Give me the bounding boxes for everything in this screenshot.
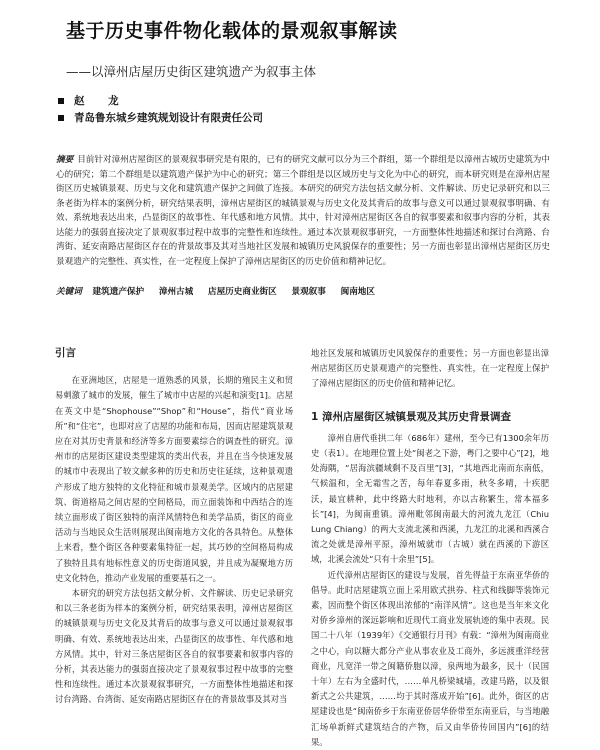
paragraph: 在亚洲地区，店屋是一道熟悉的风景，长期的殖民主义和贸易刺激了城市的发展，催生了城市中店屋的兴起和演变[1]。店屋在英文中是“Shophouse”“Shop”和“House”，指代“商业场所”和“住宅”，也即对应了店屋的功能和布局，因而店屋建筑景观应在对其历史背景和经济等多方面要素综合的调查性的研究。漳州市的店屋街区建设类型建筑的类出代表，并且在当今快速发展的城市中表现出了较文献多种的历史和历史往延续，这种景观遗产形成了地方独特的文化特征和城市景观美学。区域内的店屋建筑、街道格局之间店屋的空间格局，而立面装饰和中西结合的连续立面形成了街区独特的南洋风情特色和美学品质，街区的商业活动与当地民众生活则展现出闽南地方文化的各具特色。从整体上来看，整个街区各种要素集特征一起，其巧妙的空间格局构成了独特且具有地标性意义的历史街道风貌，并且成为凝聚地方历史文化特色，推动产业发展的重要基石之一。	[55, 375, 293, 583]
affiliation: 青岛鲁东城乡建筑规划设计有限责任公司	[74, 112, 263, 124]
author-line	[58, 93, 129, 108]
page-title: 基于历史事件物化载体的景观叙事解读	[66, 20, 398, 42]
keywords-label: 关键词	[56, 287, 82, 297]
keyword: 建筑遗产保护	[92, 287, 145, 297]
affiliation-line	[58, 110, 263, 125]
bullet-icon	[58, 98, 64, 104]
right-column	[311, 346, 549, 750]
abstract-text: 目前针对漳州店屋街区的景观叙事研究是有限的，已有的研究文献可以分为三个群组，第一个群组是以漳州古城历史建筑为中心的研究；第二个群组是以建筑遗产保护为中心的研究；第三个群组是以区域历史与文化为中心的研究，而本研究则是在漳州店屋街区历史城镇景观、历史与文化和建筑遗产保护之间做了连接。本研究的研究方法包括文献分析、文件解读、历史记录研究和以三条老街为样本的案例分析，研究结果表明，漳州店屋街区的城镇景观与历史文化及其背后的故事与意义可以通过景观叙事明确、有效、系统地表达出来，凸显街区的故事性、年代感和地方风情。其中，针对漳州店屋街区各自的叙事要素和叙事内容的分析，其表达能力的强弱直接决定了景观叙事过程中故事的完整性和连续性。通过本次景观叙事研究，一方面整体性地描述和探讨台湾路、台湾街、延安南路店屋街区存在的背景故事及其对当地社区发展和城镇历史风貌保存的重要性；另一方面也彰显出漳州店屋街区历史景观遗产的完整性、真实性，在一定程度上保护了漳州店屋街区的历史价值和精神记忆。	[56, 155, 550, 267]
abstract-label: 摘要	[56, 155, 74, 165]
keyword: 闽南地区	[340, 287, 375, 297]
section-heading-intro: 引言	[55, 347, 76, 359]
paragraph: 本研究的研究方法包括文献分析、文件解读、历史记录研究和以三条老街为样本的案例分析，研究结果表明，漳州店屋街区的城镇景观与历史文化及其背后的故事与意义可以通过景观叙事明确、有效、系统地表达出来，凸显街区的故事性、年代感和地方风情。其中，针对三条店屋街区各自的叙事要素和叙事内容的分析，其表达能力的强弱直接决定了景观叙事过程中故事的完整性和连续性。通过本次景观叙事研究，一方面整体性地描述和探讨台湾路、台湾街、延安南路店屋街区存在的背景故事及其对当	[55, 588, 293, 705]
left-column	[55, 346, 293, 708]
keyword: 景观叙事	[291, 287, 326, 297]
abstract	[56, 153, 550, 269]
keyword: 店屋历史商业街区	[207, 287, 277, 297]
paragraph: 近代漳州店屋街区的建设与发展，首先得益于东南亚华侨的倡导。此时店屋建筑立面上采用欧式拱券、柱式和线脚等装饰元素，因而整个街区体现出浓郁的“南洋风情”。这也是当年来文化对侨乡漳州的深远影响和近现代工商业发展轨迹的集中表现。民国二十八年（1939年）《交通银行月刊》有载：“漳州为闽南商业之中心，向以糖大都分产业从事农业及工商外，多远渡重洋经营商业，凡宽洋一带之闽籍侨胞以漳，泉两地为最多，民十（民国十年）左右为全盛时代，……单凡桥梁城墙，改建马路，以及银新式之公共建筑，……均于其时落成开始”[6]。此外，街区的店屋建设也是“闽南侨乡于东南亚侨居华侨带至东南亚后，与当地融汇场单新鲜式建筑结合的产物，后又由华侨传回国内”[6]的结果。	[311, 569, 549, 747]
keywords	[56, 285, 550, 297]
subtitle: ——以漳州店屋历史街区建筑遗产为叙事主体	[66, 64, 317, 79]
author-name: 赵 龙	[74, 95, 129, 107]
paragraph: 漳州自唐代垂拱二年（686年）建州，至今已有1300余年历史（表1）。在地理位置上处“闽老之下游，粤门之要中心”[2]，地处海隅，“居海滨疆域剩不及百里”[3]，“其地西北南而东南低，气候温和，全无霜雪之苦，每年春夏多雨，秋冬多晴，十疾肥沃，最宜耕种，此中终路大时地利，亦以古称繁生，常本福多长”[4]，为闽南重镇。漳州毗邻闽南最大的河流九龙江（Chiu Lung Chiang）的两大支流北溪和西溪，九龙江的北溪和西溪合流之处就是漳州平原，漳州城就市（古城）就在西溪的下游区域，北溪会流处“只有十余里”[5]。	[311, 432, 549, 565]
bullet-icon	[58, 115, 64, 121]
paragraph: 地社区发展和城镇历史风貌保存的重要性；另一方面也彰显出漳州店屋街区历史景观遗产的完整性、真实性，在一定程度上保护了漳州店屋街区的历史价值和精神记忆。	[311, 348, 549, 389]
keyword: 漳州古城	[158, 287, 194, 297]
section-heading-1: 1 漳州店屋街区城镇景观及其历史背景调查	[311, 410, 511, 423]
